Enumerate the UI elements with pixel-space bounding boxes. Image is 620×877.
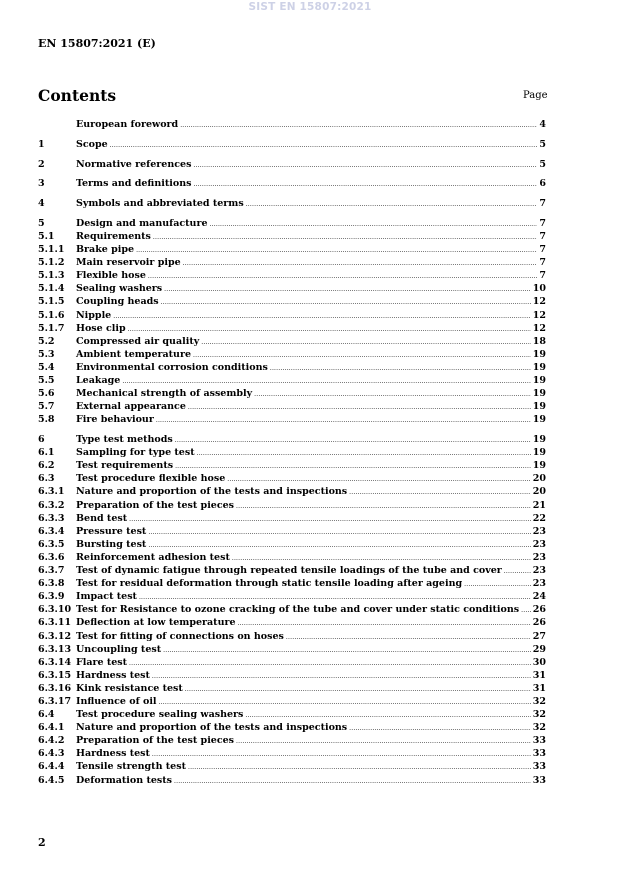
- toc-entry-number: 6.4.4: [38, 761, 65, 773]
- toc-leader-dots: [521, 604, 531, 615]
- toc-entry[interactable]: [38, 709, 546, 722]
- toc-entry-title: Test for fitting of connections on hoses: [76, 630, 284, 642]
- toc-entry-page: 26: [532, 617, 546, 629]
- toc-leader-dots: [152, 748, 531, 759]
- toc-entry[interactable]: [38, 336, 546, 349]
- toc-leader-dots: [161, 296, 531, 307]
- toc-entry[interactable]: [38, 526, 546, 539]
- toc-leader-dots: [188, 401, 531, 412]
- toc-leader-dots: [270, 362, 531, 373]
- toc-entry-page: 10: [532, 283, 546, 295]
- toc-entry[interactable]: [38, 735, 546, 748]
- toc-entry-title: Hardness test: [76, 748, 150, 760]
- page-number: 2: [38, 836, 46, 849]
- toc-entry-number: 6: [38, 434, 45, 446]
- toc-entry-title: Test for Resistance to ozone cracking of the tube and cover under static conditions: [76, 604, 520, 616]
- toc-entry-number: 5.2: [38, 335, 55, 347]
- toc-leader-dots: [159, 696, 531, 707]
- toc-leader-dots: [464, 578, 531, 589]
- toc-entry-page: 19: [532, 447, 546, 459]
- toc-leader-dots: [236, 735, 531, 746]
- toc-entry[interactable]: [38, 362, 546, 375]
- toc-entry-title: Sampling for type test: [76, 447, 195, 459]
- toc-entry-number: 5: [38, 217, 45, 229]
- toc-entry[interactable]: [38, 218, 546, 231]
- toc-entry-number: 5.4: [38, 361, 55, 373]
- toc-entry-page: 12: [532, 309, 546, 321]
- document-id: EN 15807:2021 (E): [38, 37, 156, 50]
- toc-entry-title: Compressed air quality: [76, 335, 200, 347]
- toc-entry-title: Ambient temperature: [76, 348, 191, 360]
- toc-entry-title: Brake pipe: [76, 244, 135, 256]
- toc-entry-page: 7: [539, 198, 546, 210]
- toc-entry-title: Test requirements: [76, 460, 174, 472]
- toc-entry[interactable]: [38, 604, 546, 617]
- toc-entry-number: 4: [38, 198, 45, 210]
- toc-leader-dots: [174, 775, 531, 786]
- toc-entry[interactable]: [38, 775, 546, 788]
- toc-entry-page: 19: [532, 401, 546, 413]
- toc-entry-title: Requirements: [76, 231, 151, 242]
- toc-leader-dots: [113, 310, 531, 321]
- toc-leader-dots: [185, 683, 531, 694]
- toc-entry[interactable]: [38, 244, 546, 257]
- toc-entry-title: Design and manufacture: [76, 217, 208, 229]
- toc-entry-title: Hardness test: [76, 669, 150, 681]
- toc-entry-page: 7: [539, 231, 546, 242]
- toc-entry[interactable]: [38, 565, 546, 578]
- toc-leader-dots: [193, 178, 537, 189]
- toc-entry[interactable]: [38, 310, 546, 323]
- contents-heading: Contents: [38, 86, 117, 105]
- toc-entry[interactable]: [38, 159, 546, 172]
- toc-entry-title: Flare test: [76, 656, 128, 668]
- toc-leader-dots: [227, 473, 531, 484]
- toc-entry[interactable]: [38, 349, 546, 362]
- toc-entry[interactable]: [38, 231, 546, 244]
- toc-entry-page: 21: [532, 499, 546, 511]
- toc-entry-page: 33: [532, 735, 546, 747]
- toc-leader-dots: [148, 270, 537, 281]
- toc-entry-number: 5.1: [38, 231, 55, 242]
- toc-entry-title: Mechanical strength of assembly: [76, 388, 253, 400]
- toc-entry[interactable]: [38, 119, 546, 132]
- toc-entry[interactable]: [38, 434, 546, 447]
- toc-entry[interactable]: [38, 657, 546, 670]
- toc-entry-page: 7: [539, 244, 546, 256]
- toc-entry-page: 26: [532, 604, 546, 616]
- toc-leader-dots: [164, 283, 531, 294]
- toc-entry-page: 12: [532, 296, 546, 308]
- toc-entry[interactable]: [38, 578, 546, 591]
- toc-leader-dots: [254, 388, 531, 399]
- toc-leader-dots: [180, 119, 537, 130]
- toc-entry-title: Preparation of the test pieces: [76, 735, 235, 747]
- watermark: SIST EN 15807:2021: [248, 1, 372, 13]
- toc-entry-title: Bursting test: [76, 538, 147, 550]
- toc-leader-dots: [286, 631, 531, 642]
- toc-entry-number: 5.5: [38, 375, 55, 387]
- toc-entry-page: 33: [532, 748, 546, 760]
- toc-entry[interactable]: [38, 198, 546, 211]
- toc-entry-number: 2: [38, 158, 45, 170]
- toc-entry-number: 6.3.13: [38, 643, 72, 655]
- toc-entry[interactable]: [38, 644, 546, 657]
- toc-entry-title: Test procedure flexible hose: [76, 473, 226, 485]
- toc-entry-title: Bend test: [76, 512, 128, 524]
- toc-entry-number: 6.4.5: [38, 774, 65, 786]
- toc-entry[interactable]: [38, 178, 546, 191]
- toc-entry-title: Nipple: [76, 309, 112, 321]
- toc-entry[interactable]: [38, 670, 546, 683]
- toc-leader-dots: [201, 336, 531, 347]
- toc-entry-page: 22: [532, 512, 546, 524]
- toc-entry-page: 6: [539, 178, 546, 190]
- toc-entry[interactable]: [38, 683, 546, 696]
- toc-entry-page: 19: [532, 414, 546, 426]
- toc-entry-page: 19: [532, 388, 546, 400]
- toc-entry[interactable]: [38, 414, 546, 427]
- toc-entry-number: 5.1.7: [38, 322, 65, 334]
- toc-entry-title: Impact test: [76, 591, 137, 603]
- toc-entry-page: 19: [532, 375, 546, 387]
- toc-entry-page: 31: [532, 669, 546, 681]
- toc-leader-dots: [238, 617, 531, 628]
- toc-entry[interactable]: [38, 696, 546, 709]
- toc-entry-title: Type test methods: [76, 434, 173, 446]
- toc-entry[interactable]: [38, 323, 546, 336]
- toc-entry-number: 5.3: [38, 348, 55, 360]
- toc-entry-number: 6.3.14: [38, 656, 72, 668]
- toc-entry[interactable]: [38, 761, 546, 774]
- toc-entry-title: Fire behaviour: [76, 414, 154, 426]
- toc-entry-page: 20: [532, 473, 546, 485]
- toc-entry-title: Hose clip: [76, 322, 126, 334]
- toc-entry-page: 27: [532, 630, 546, 642]
- toc-entry-number: 6.3: [38, 473, 55, 485]
- toc-leader-dots: [245, 709, 530, 720]
- toc-leader-dots: [193, 159, 537, 170]
- toc-entry-title: Nature and proportion of the tests and inspections: [76, 722, 348, 734]
- toc-entry-title: Coupling heads: [76, 296, 159, 308]
- toc-entry-page: 29: [532, 643, 546, 655]
- toc-entry-number: 6.4.1: [38, 722, 65, 734]
- toc-entry[interactable]: [38, 591, 546, 604]
- toc-entry-number: 6.3.9: [38, 591, 65, 603]
- toc-entry-title: Preparation of the test pieces: [76, 499, 235, 511]
- toc-leader-dots: [152, 670, 531, 681]
- toc-entry-number: 6.3.5: [38, 538, 65, 550]
- toc-entry-number: 6.3.7: [38, 565, 65, 577]
- toc-entry-title: Test procedure sealing washers: [76, 709, 244, 721]
- toc-leader-dots: [232, 552, 531, 563]
- toc-leader-dots: [175, 460, 531, 471]
- toc-entry-title: Nature and proportion of the tests and inspections: [76, 486, 348, 498]
- toc-entry[interactable]: [38, 388, 546, 401]
- toc-entry-title: Influence of oil: [76, 695, 157, 707]
- toc-entry-number: 5.1.4: [38, 283, 65, 295]
- toc-entry-number: 6.3.11: [38, 617, 72, 629]
- toc-entry[interactable]: [38, 486, 546, 499]
- toc-entry-number: 5.1.3: [38, 270, 65, 282]
- toc-entry-page: 19: [532, 460, 546, 472]
- toc-entry-title: Test for residual deformation through static tensile loading after ageing: [76, 578, 463, 590]
- toc-entry-page: 23: [532, 565, 546, 577]
- toc-entry-title: External appearance: [76, 401, 186, 413]
- toc-entry-page: 32: [532, 709, 546, 721]
- toc-leader-dots: [349, 486, 531, 497]
- toc-entry[interactable]: [38, 539, 546, 552]
- toc-leader-dots: [129, 657, 531, 668]
- toc-leader-dots: [210, 218, 538, 229]
- toc-entry[interactable]: [38, 296, 546, 309]
- toc-entry[interactable]: [38, 552, 546, 565]
- toc-entry-number: 6.3.2: [38, 499, 65, 511]
- toc-entry-title: Leakage: [76, 375, 121, 387]
- toc-entry-number: 6.3.15: [38, 669, 72, 681]
- toc-entry-page: 12: [532, 322, 546, 334]
- toc-entry-number: 6.3.6: [38, 551, 65, 563]
- toc-entry-page: 5: [539, 138, 546, 150]
- toc-leader-dots: [156, 414, 531, 425]
- toc-leader-dots: [193, 349, 531, 360]
- toc-entry[interactable]: [38, 473, 546, 486]
- toc-leader-dots: [148, 526, 530, 537]
- toc-leader-dots: [175, 434, 531, 445]
- toc-entry-page: 18: [532, 335, 546, 347]
- toc-entry-title: Kink resistance test: [76, 682, 183, 694]
- toc-entry-number: 5.8: [38, 414, 55, 426]
- toc-entry[interactable]: [38, 513, 546, 526]
- toc-entry[interactable]: [38, 401, 546, 414]
- toc-entry-number: 5.7: [38, 401, 55, 413]
- toc-leader-dots: [236, 500, 531, 511]
- toc-entry-title: Test of dynamic fatigue through repeated tensile loadings of the tube and cover: [76, 565, 502, 577]
- toc-entry-number: 6.3.1: [38, 486, 65, 498]
- toc-entry-number: 6.3.10: [38, 604, 72, 616]
- toc-entry[interactable]: [38, 257, 546, 270]
- toc-entry-number: 3: [38, 178, 45, 190]
- toc-entry-title: Pressure test: [76, 525, 147, 537]
- toc-entry[interactable]: [38, 375, 546, 388]
- toc-entry-number: 6.3.16: [38, 682, 72, 694]
- toc-entry[interactable]: [38, 722, 546, 735]
- toc-entry-number: 6.1: [38, 447, 55, 459]
- toc-leader-dots: [148, 539, 530, 550]
- toc-entry-title: European foreword: [76, 119, 179, 130]
- toc-leader-dots: [139, 591, 531, 602]
- toc-entry-number: 6.4: [38, 709, 55, 721]
- toc-entry-page: 33: [532, 774, 546, 786]
- toc-leader-dots: [349, 722, 531, 733]
- toc-entry[interactable]: [38, 631, 546, 644]
- page-column-label: Page: [523, 90, 548, 101]
- toc-entry-title: Symbols and abbreviated terms: [76, 198, 244, 210]
- toc-entry-page: 20: [532, 486, 546, 498]
- toc-entry-number: 6.3.3: [38, 512, 65, 524]
- toc-entry-title: Tensile strength test: [76, 761, 186, 773]
- toc-entry-title: Main reservoir pipe: [76, 257, 181, 269]
- toc-entry[interactable]: [38, 748, 546, 761]
- toc-entry-page: 30: [532, 656, 546, 668]
- toc-entry-title: Deflection at low temperature: [76, 617, 236, 629]
- toc-entry-number: 6.3.12: [38, 630, 72, 642]
- toc-entry-page: 7: [539, 270, 546, 282]
- toc-entry-page: 19: [532, 361, 546, 373]
- toc-entry-page: 24: [532, 591, 546, 603]
- toc-entry-page: 23: [532, 525, 546, 537]
- toc-entry-number: 6.3.4: [38, 525, 65, 537]
- toc-entry-page: 23: [532, 538, 546, 550]
- toc-leader-dots: [183, 257, 538, 268]
- toc-entry-title: Reinforcement adhesion test: [76, 551, 230, 563]
- toc-entry-page: 19: [532, 348, 546, 360]
- toc-entry[interactable]: [38, 270, 546, 283]
- toc-entry-number: 6.4.3: [38, 748, 65, 760]
- toc-entry[interactable]: [38, 617, 546, 630]
- toc-leader-dots: [129, 513, 531, 524]
- toc-leader-dots: [110, 139, 538, 150]
- table-of-contents: [38, 119, 546, 788]
- toc-entry[interactable]: [38, 283, 546, 296]
- toc-leader-dots: [188, 761, 531, 772]
- toc-entry-title: Terms and definitions: [76, 178, 192, 190]
- toc-entry-title: Flexible hose: [76, 270, 146, 282]
- toc-entry-page: 31: [532, 682, 546, 694]
- toc-entry-page: 32: [532, 695, 546, 707]
- toc-leader-dots: [197, 447, 531, 458]
- toc-entry-number: 6.4.2: [38, 735, 65, 747]
- toc-entry-number: 5.1.2: [38, 257, 65, 269]
- toc-entry-number: 5.6: [38, 388, 55, 400]
- toc-leader-dots: [504, 565, 531, 576]
- toc-entry-page: 7: [539, 257, 546, 269]
- toc-entry-title: Normative references: [76, 158, 192, 170]
- toc-entry-number: 6.3.8: [38, 578, 65, 590]
- toc-entry-page: 33: [532, 761, 546, 773]
- toc-entry[interactable]: [38, 447, 546, 460]
- toc-entry-title: Scope: [76, 138, 108, 150]
- toc-leader-dots: [128, 323, 531, 334]
- toc-leader-dots: [163, 644, 531, 655]
- toc-entry-number: 5.1.5: [38, 296, 65, 308]
- toc-leader-dots: [136, 244, 537, 255]
- toc-entry-number: 5.1.6: [38, 309, 65, 321]
- toc-entry-page: 5: [539, 158, 546, 170]
- toc-entry[interactable]: [38, 460, 546, 473]
- toc-entry-number: 6.2: [38, 460, 55, 472]
- toc-entry-number: 6.3.17: [38, 695, 72, 707]
- toc-entry[interactable]: [38, 500, 546, 513]
- toc-entry-title: Deformation tests: [76, 774, 172, 786]
- toc-entry-page: 23: [532, 578, 546, 590]
- toc-entry[interactable]: [38, 139, 546, 152]
- toc-entry-title: Environmental corrosion conditions: [76, 361, 268, 373]
- toc-entry-number: 5.1.1: [38, 244, 65, 256]
- toc-leader-dots: [122, 375, 530, 386]
- toc-entry-page: 7: [539, 217, 546, 229]
- toc-entry-page: 32: [532, 722, 546, 734]
- toc-entry-title: Sealing washers: [76, 283, 163, 295]
- toc-entry-page: 23: [532, 551, 546, 563]
- toc-entry-title: Uncoupling test: [76, 643, 162, 655]
- toc-entry-page: 19: [532, 434, 546, 446]
- toc-leader-dots: [246, 198, 538, 209]
- toc-leader-dots: [153, 231, 537, 242]
- toc-entry-page: 4: [539, 119, 546, 130]
- toc-entry-number: 1: [38, 138, 45, 150]
